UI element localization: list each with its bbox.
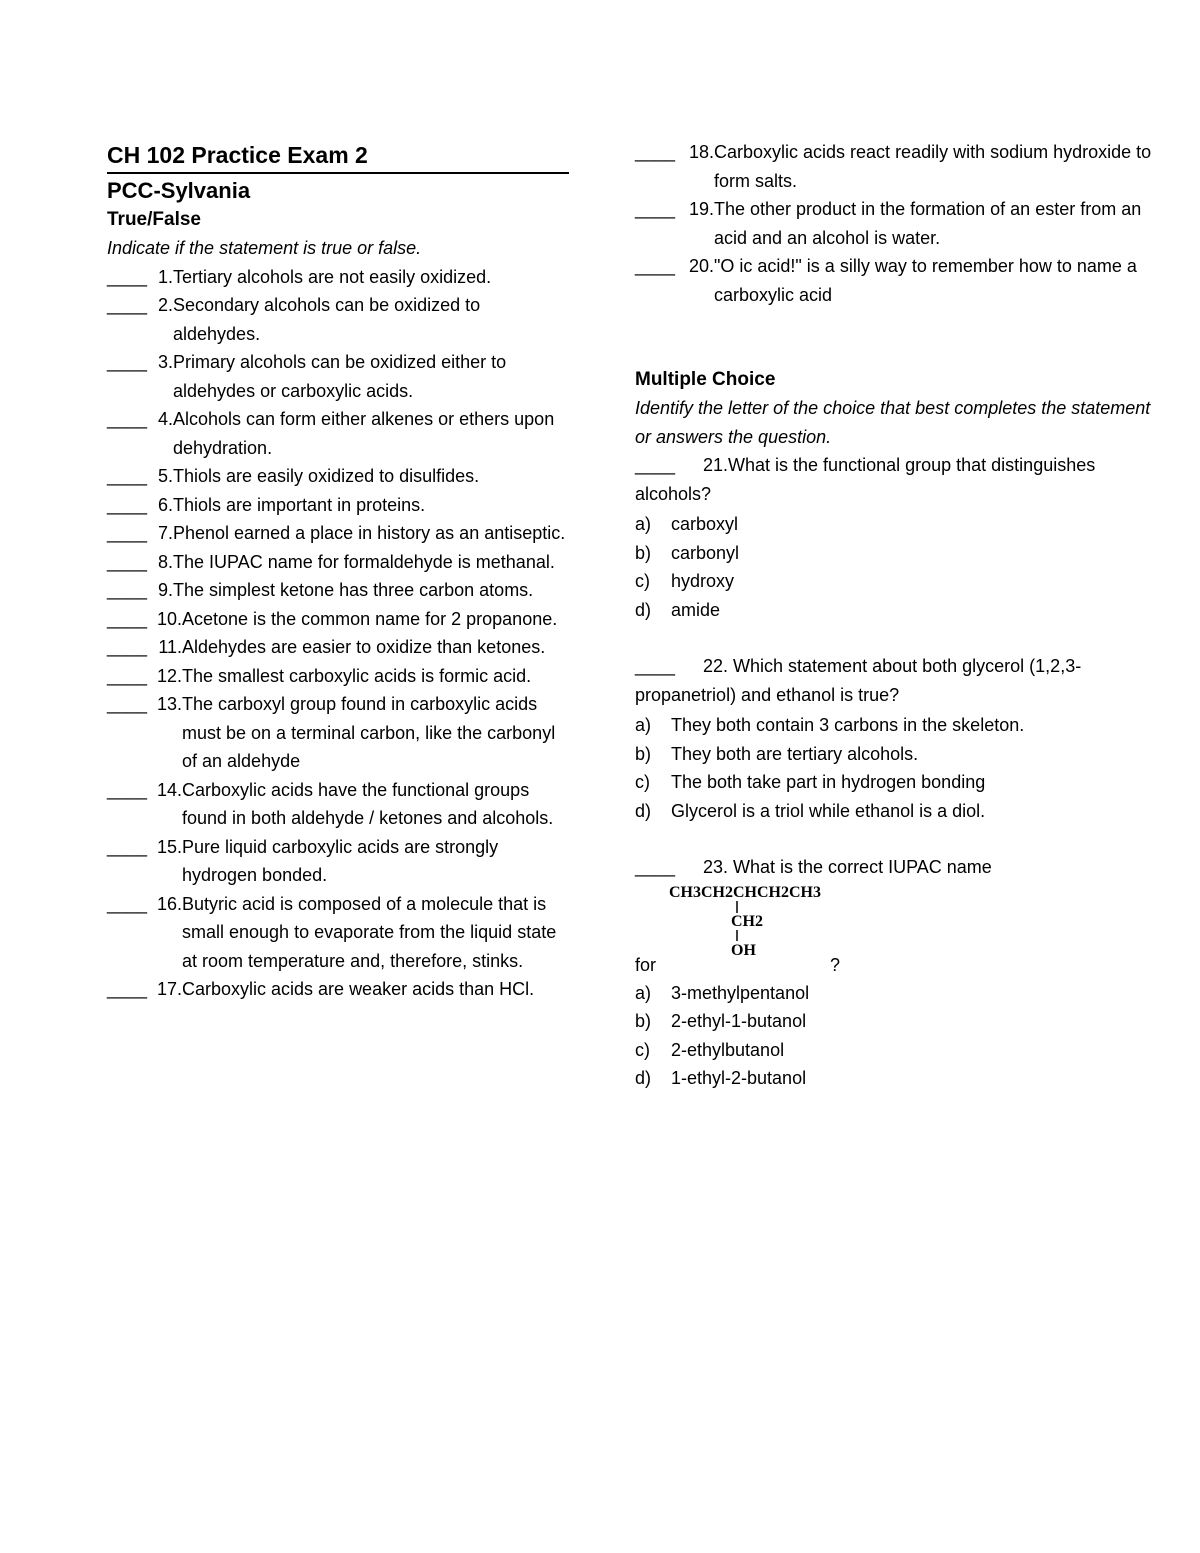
- option-letter: b): [635, 542, 652, 563]
- question-stem: [635, 853, 1155, 882]
- question-number: 20.: [688, 256, 714, 276]
- answer-blank[interactable]: ____: [107, 466, 148, 486]
- multiple-choice-heading: Multiple Choice: [635, 369, 776, 390]
- option-text: 2-ethylbutanol: [671, 1039, 785, 1060]
- tf-question-2: [107, 291, 569, 348]
- option-list: [635, 510, 1155, 624]
- question-number: 5.: [157, 466, 173, 486]
- tf-question-17: [107, 975, 569, 1004]
- option-list: [635, 979, 1155, 1093]
- tf-question-15: [107, 833, 569, 890]
- question-number: 11.: [158, 637, 182, 657]
- answer-blank[interactable]: ____: [107, 352, 148, 372]
- tf-question-16: [107, 890, 569, 976]
- option-letter: d): [635, 599, 652, 620]
- question-number: 17.: [156, 979, 182, 999]
- answer-blank[interactable]: ____: [107, 665, 148, 686]
- option-letter: a): [635, 514, 652, 534]
- question-number: 10.: [156, 608, 182, 629]
- for-word: for: [635, 954, 657, 975]
- question-stem: [635, 451, 1155, 508]
- question-text: Thiols are important in proteins.: [173, 494, 426, 515]
- question-text: Carboxylic acids have the functional groups found in both aldehyde / ketones and alcohols.: [182, 779, 554, 828]
- question-text: Butyric acid is composed of a molecule that is small enough to evaporate from the liquid state at room temperature and, therefore, stinks.: [182, 893, 557, 971]
- answer-blank[interactable]: ____: [107, 266, 148, 287]
- question-number: 19.: [688, 199, 714, 219]
- tf-question-5: [107, 462, 569, 491]
- answer-blank[interactable]: ____: [107, 779, 148, 800]
- option-c[interactable]: [635, 567, 1155, 596]
- tf-question-11: [107, 633, 569, 662]
- question-text: The smallest carboxylic acids is formic acid.: [182, 665, 532, 686]
- question-text: Aldehydes are easier to oxidize than ketones.: [182, 637, 546, 657]
- option-text: carbonyl: [671, 542, 740, 563]
- option-b[interactable]: [635, 1007, 1155, 1036]
- question-number: 9.: [157, 580, 173, 600]
- question-text: 23. What is the correct IUPAC name: [703, 857, 992, 877]
- question-text: Secondary alcohols can be oxidized to aldehydes.: [173, 295, 481, 344]
- option-letter: d): [635, 800, 652, 821]
- question-number: 15.: [156, 836, 182, 857]
- option-d[interactable]: [635, 596, 1155, 625]
- option-b[interactable]: [635, 539, 1155, 568]
- question-text: "O ic acid!" is a silly way to remember how to name a carboxylic acid: [714, 256, 1137, 305]
- exam-subtitle: PCC-Sylvania: [107, 172, 569, 206]
- question-number: 1.: [157, 266, 173, 287]
- tf-question-18: [635, 138, 1155, 195]
- answer-blank[interactable]: ____: [107, 637, 148, 657]
- right-column: [635, 138, 1155, 1093]
- question-number: 18.: [688, 142, 714, 162]
- tf-question-20: [635, 252, 1155, 309]
- option-letter: a): [635, 982, 652, 1003]
- question-text: Pure liquid carboxylic acids are strongly hydrogen bonded.: [182, 836, 499, 885]
- question-text: 22. Which statement about both glycerol (1,2,3-propanetriol) and ethanol is true?: [635, 656, 1082, 705]
- option-c[interactable]: [635, 1036, 1155, 1065]
- tf-question-14: [107, 776, 569, 833]
- tf-question-13: [107, 690, 569, 776]
- spacer: [635, 309, 1155, 366]
- mc-question-22: [635, 652, 1155, 825]
- question-text: Alcohols can form either alkenes or ethers upon dehydration.: [173, 409, 555, 458]
- tf-question-9: [107, 576, 569, 605]
- option-a[interactable]: [635, 979, 1155, 1008]
- option-d[interactable]: [635, 797, 1155, 826]
- true-false-instruction: Indicate if the statement is true or false.: [107, 238, 422, 258]
- answer-blank[interactable]: ____: [107, 409, 148, 429]
- option-text: Glycerol is a triol while ethanol is a diol.: [671, 800, 986, 821]
- question-number: 7.: [157, 523, 173, 543]
- answer-blank[interactable]: ____: [107, 551, 148, 572]
- option-text: 2-ethyl-1-butanol: [671, 1011, 807, 1031]
- question-mark: ?: [830, 954, 841, 975]
- answer-blank[interactable]: ____: [107, 694, 148, 714]
- question-number: 4.: [157, 409, 173, 429]
- question-number: 16.: [156, 893, 182, 914]
- question-text: Primary alcohols can be oxidized either to aldehydes or carboxylic acids.: [173, 352, 507, 401]
- option-text: They both contain 3 carbons in the skeleton.: [671, 715, 1025, 735]
- true-false-heading: True/False: [107, 209, 201, 230]
- tf-question-3: [107, 348, 569, 405]
- option-a[interactable]: [635, 510, 1155, 539]
- option-text: amide: [671, 599, 721, 620]
- answer-blank[interactable]: ____: [107, 979, 148, 999]
- answer-blank[interactable]: ____: [107, 523, 148, 543]
- tf-question-10: [107, 605, 569, 634]
- spacer: [635, 825, 1155, 853]
- main-chain-label: CH3CH2CHCH2CH3: [669, 883, 821, 901]
- tf-question-7: [107, 519, 569, 548]
- option-text: 1-ethyl-2-butanol: [671, 1068, 807, 1088]
- option-a[interactable]: [635, 711, 1155, 740]
- question-number: 6.: [157, 494, 173, 515]
- question-text: Phenol earned a place in history as an antiseptic.: [173, 523, 566, 543]
- option-text: They both are tertiary alcohols.: [671, 743, 919, 764]
- tf-question-19: [635, 195, 1155, 252]
- group-label: OH: [731, 941, 756, 959]
- answer-blank[interactable]: ____: [635, 256, 676, 276]
- question-number: 14.: [156, 779, 182, 800]
- option-c[interactable]: [635, 768, 1155, 797]
- option-letter: d): [635, 1068, 652, 1088]
- question-number: 3.: [157, 352, 173, 372]
- option-letter: b): [635, 743, 652, 764]
- question-text: Acetone is the common name for 2 propanone.: [182, 608, 558, 629]
- option-letter: c): [635, 571, 650, 591]
- option-text: The both take part in hydrogen bonding: [671, 772, 986, 792]
- question-continuation: [635, 941, 1155, 977]
- spacer: [635, 624, 1155, 652]
- question-number: 8.: [157, 551, 173, 572]
- question-text: The other product in the formation of an ester from an acid and an alcohol is water.: [714, 199, 1142, 248]
- question-text: The carboxyl group found in carboxylic acids must be on a terminal carbon, like the carbonyl of an aldehyde: [182, 694, 556, 771]
- question-stem: [635, 652, 1155, 709]
- question-text: Tertiary alcohols are not easily oxidized.: [173, 266, 492, 287]
- left-column: [107, 138, 569, 1004]
- answer-blank[interactable]: ____: [107, 580, 148, 600]
- answer-blank[interactable]: ____: [635, 857, 676, 877]
- option-b[interactable]: [635, 740, 1155, 769]
- answer-blank[interactable]: ____: [635, 656, 676, 676]
- tf-question-1: [107, 263, 569, 292]
- option-letter: c): [635, 772, 650, 792]
- tf-question-12: [107, 662, 569, 691]
- question-text: Carboxylic acids react readily with sodium hydroxide to form salts.: [714, 142, 1152, 191]
- question-text: The simplest ketone has three carbon atoms.: [173, 580, 534, 600]
- mc-question-23: [635, 853, 1155, 1093]
- question-text: The IUPAC name for formaldehyde is methanal.: [173, 551, 555, 572]
- question-number: 13.: [156, 694, 182, 714]
- question-number: 12.: [156, 665, 182, 686]
- option-d[interactable]: [635, 1064, 1155, 1093]
- question-text: 21.What is the functional group that distinguishes alcohols?: [635, 455, 1096, 504]
- tf-question-6: [107, 491, 569, 520]
- branch-label: CH2: [731, 912, 763, 930]
- question-text: Carboxylic acids are weaker acids than HCl.: [182, 979, 535, 999]
- option-letter: b): [635, 1011, 652, 1031]
- option-list: [635, 711, 1155, 825]
- answer-blank[interactable]: ____: [107, 836, 148, 857]
- answer-blank[interactable]: ____: [635, 142, 676, 162]
- answer-blank[interactable]: ____: [107, 494, 148, 515]
- structural-formula: [635, 880, 1155, 953]
- question-number: 2.: [157, 295, 173, 315]
- option-letter: c): [635, 1039, 650, 1060]
- answer-blank[interactable]: ____: [635, 455, 676, 475]
- option-text: hydroxy: [671, 571, 735, 591]
- answer-blank[interactable]: ____: [635, 199, 676, 219]
- tf-question-4: [107, 405, 569, 462]
- answer-blank[interactable]: ____: [107, 893, 148, 914]
- tf-question-8: [107, 548, 569, 577]
- option-letter: a): [635, 715, 652, 735]
- mc-question-21: [635, 451, 1155, 624]
- question-text: Thiols are easily oxidized to disulfides.: [173, 466, 480, 486]
- answer-blank[interactable]: ____: [107, 295, 148, 315]
- exam-title: CH 102 Practice Exam 2: [107, 142, 368, 168]
- multiple-choice-instruction: Identify the letter of the choice that best completes the statement or answers the question.: [635, 398, 1151, 447]
- option-text: carboxyl: [671, 514, 739, 534]
- answer-blank[interactable]: ____: [107, 608, 148, 629]
- option-text: 3-methylpentanol: [671, 982, 810, 1003]
